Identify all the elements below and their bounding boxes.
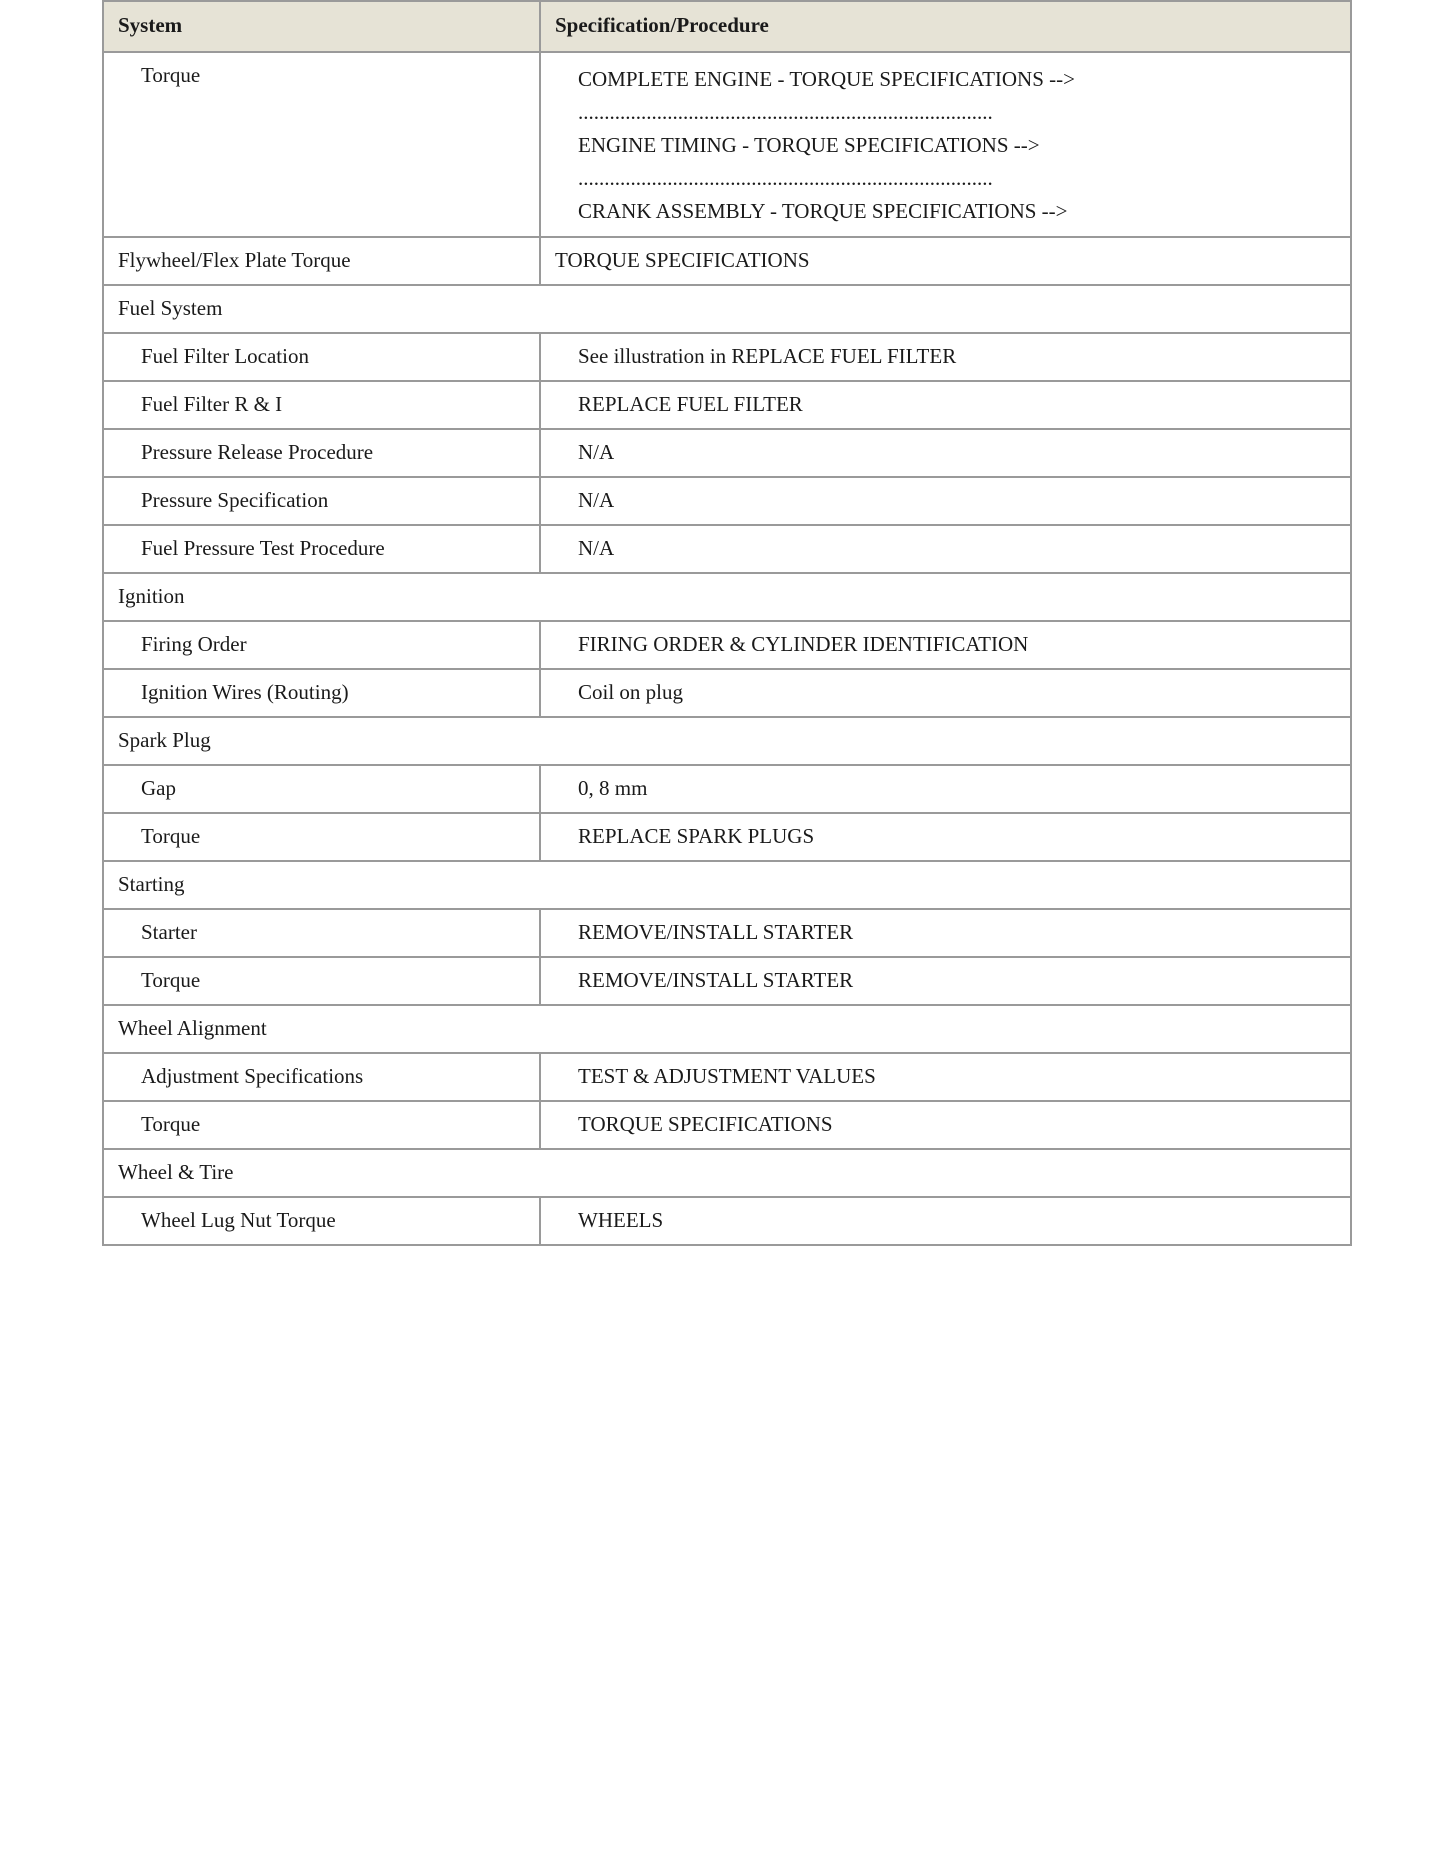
spec-cell: Coil on plug	[540, 669, 1351, 717]
table-row	[103, 525, 1351, 573]
system-cell: Pressure Release Procedure	[103, 429, 540, 477]
section-row	[103, 861, 1351, 909]
section-row	[103, 573, 1351, 621]
section-heading: Ignition	[103, 573, 1351, 621]
system-cell: Fuel Filter R & I	[103, 381, 540, 429]
spec-cell[interactable]: TEST & ADJUSTMENT VALUES	[540, 1053, 1351, 1101]
system-column-header: System	[103, 1, 540, 52]
system-cell: Fuel Filter Location	[103, 333, 540, 381]
table-row	[103, 52, 1351, 237]
system-cell: Firing Order	[103, 621, 540, 669]
spec-cell[interactable]: REMOVE/INSTALL STARTER	[540, 957, 1351, 1005]
spec-cell[interactable]: See illustration in REPLACE FUEL FILTER	[540, 333, 1351, 381]
section-row	[103, 1149, 1351, 1197]
table-row	[103, 957, 1351, 1005]
table-row	[103, 621, 1351, 669]
spec-cell: N/A	[540, 429, 1351, 477]
spec-cell	[540, 52, 1351, 237]
section-heading: Fuel System	[103, 285, 1351, 333]
spec-cell: 0, 8 mm	[540, 765, 1351, 813]
spec-cell[interactable]: TORQUE SPECIFICATIONS	[540, 1101, 1351, 1149]
table-row	[103, 381, 1351, 429]
spec-table	[102, 0, 1352, 1246]
table-row	[103, 333, 1351, 381]
spec-cell[interactable]: REMOVE/INSTALL STARTER	[540, 909, 1351, 957]
spec-column-header: Specification/Procedure	[540, 1, 1351, 52]
section-row	[103, 285, 1351, 333]
spec-cell: N/A	[540, 525, 1351, 573]
section-heading: Wheel Alignment	[103, 1005, 1351, 1053]
dotted-separator: ...............................................................................	[578, 166, 993, 190]
system-cell: Starter	[103, 909, 540, 957]
dotted-separator: ...............................................................................	[578, 100, 993, 124]
spec-cell[interactable]: WHEELS	[540, 1197, 1351, 1245]
system-cell: Adjustment Specifications	[103, 1053, 540, 1101]
section-heading: Spark Plug	[103, 717, 1351, 765]
system-cell: Fuel Pressure Test Procedure	[103, 525, 540, 573]
system-cell: Wheel Lug Nut Torque	[103, 1197, 540, 1245]
table-row	[103, 237, 1351, 285]
spec-link[interactable]: CRANK ASSEMBLY - TORQUE SPECIFICATIONS -->	[578, 199, 1068, 223]
section-heading: Wheel & Tire	[103, 1149, 1351, 1197]
table-row	[103, 1053, 1351, 1101]
system-cell: Torque	[103, 1101, 540, 1149]
table-row	[103, 1197, 1351, 1245]
spec-cell[interactable]: TORQUE SPECIFICATIONS	[540, 237, 1351, 285]
system-cell: Ignition Wires (Routing)	[103, 669, 540, 717]
system-cell: Flywheel/Flex Plate Torque	[103, 237, 540, 285]
spec-link[interactable]: COMPLETE ENGINE - TORQUE SPECIFICATIONS -->	[578, 67, 1075, 91]
header-row	[103, 1, 1351, 52]
table-row	[103, 765, 1351, 813]
spec-link[interactable]: ENGINE TIMING - TORQUE SPECIFICATIONS -->	[578, 133, 1040, 157]
system-cell: Torque	[103, 957, 540, 1005]
section-row	[103, 717, 1351, 765]
table-row	[103, 909, 1351, 957]
table-row	[103, 429, 1351, 477]
system-cell: Torque	[103, 813, 540, 861]
table-row	[103, 477, 1351, 525]
spec-cell: N/A	[540, 477, 1351, 525]
system-cell: Pressure Specification	[103, 477, 540, 525]
table-row	[103, 813, 1351, 861]
system-cell: Gap	[103, 765, 540, 813]
section-row	[103, 1005, 1351, 1053]
spec-cell[interactable]: REPLACE FUEL FILTER	[540, 381, 1351, 429]
section-heading: Starting	[103, 861, 1351, 909]
spec-cell[interactable]: FIRING ORDER & CYLINDER IDENTIFICATION	[540, 621, 1351, 669]
spec-cell[interactable]: REPLACE SPARK PLUGS	[540, 813, 1351, 861]
table-row	[103, 669, 1351, 717]
system-cell: Torque	[103, 52, 540, 237]
table-row	[103, 1101, 1351, 1149]
